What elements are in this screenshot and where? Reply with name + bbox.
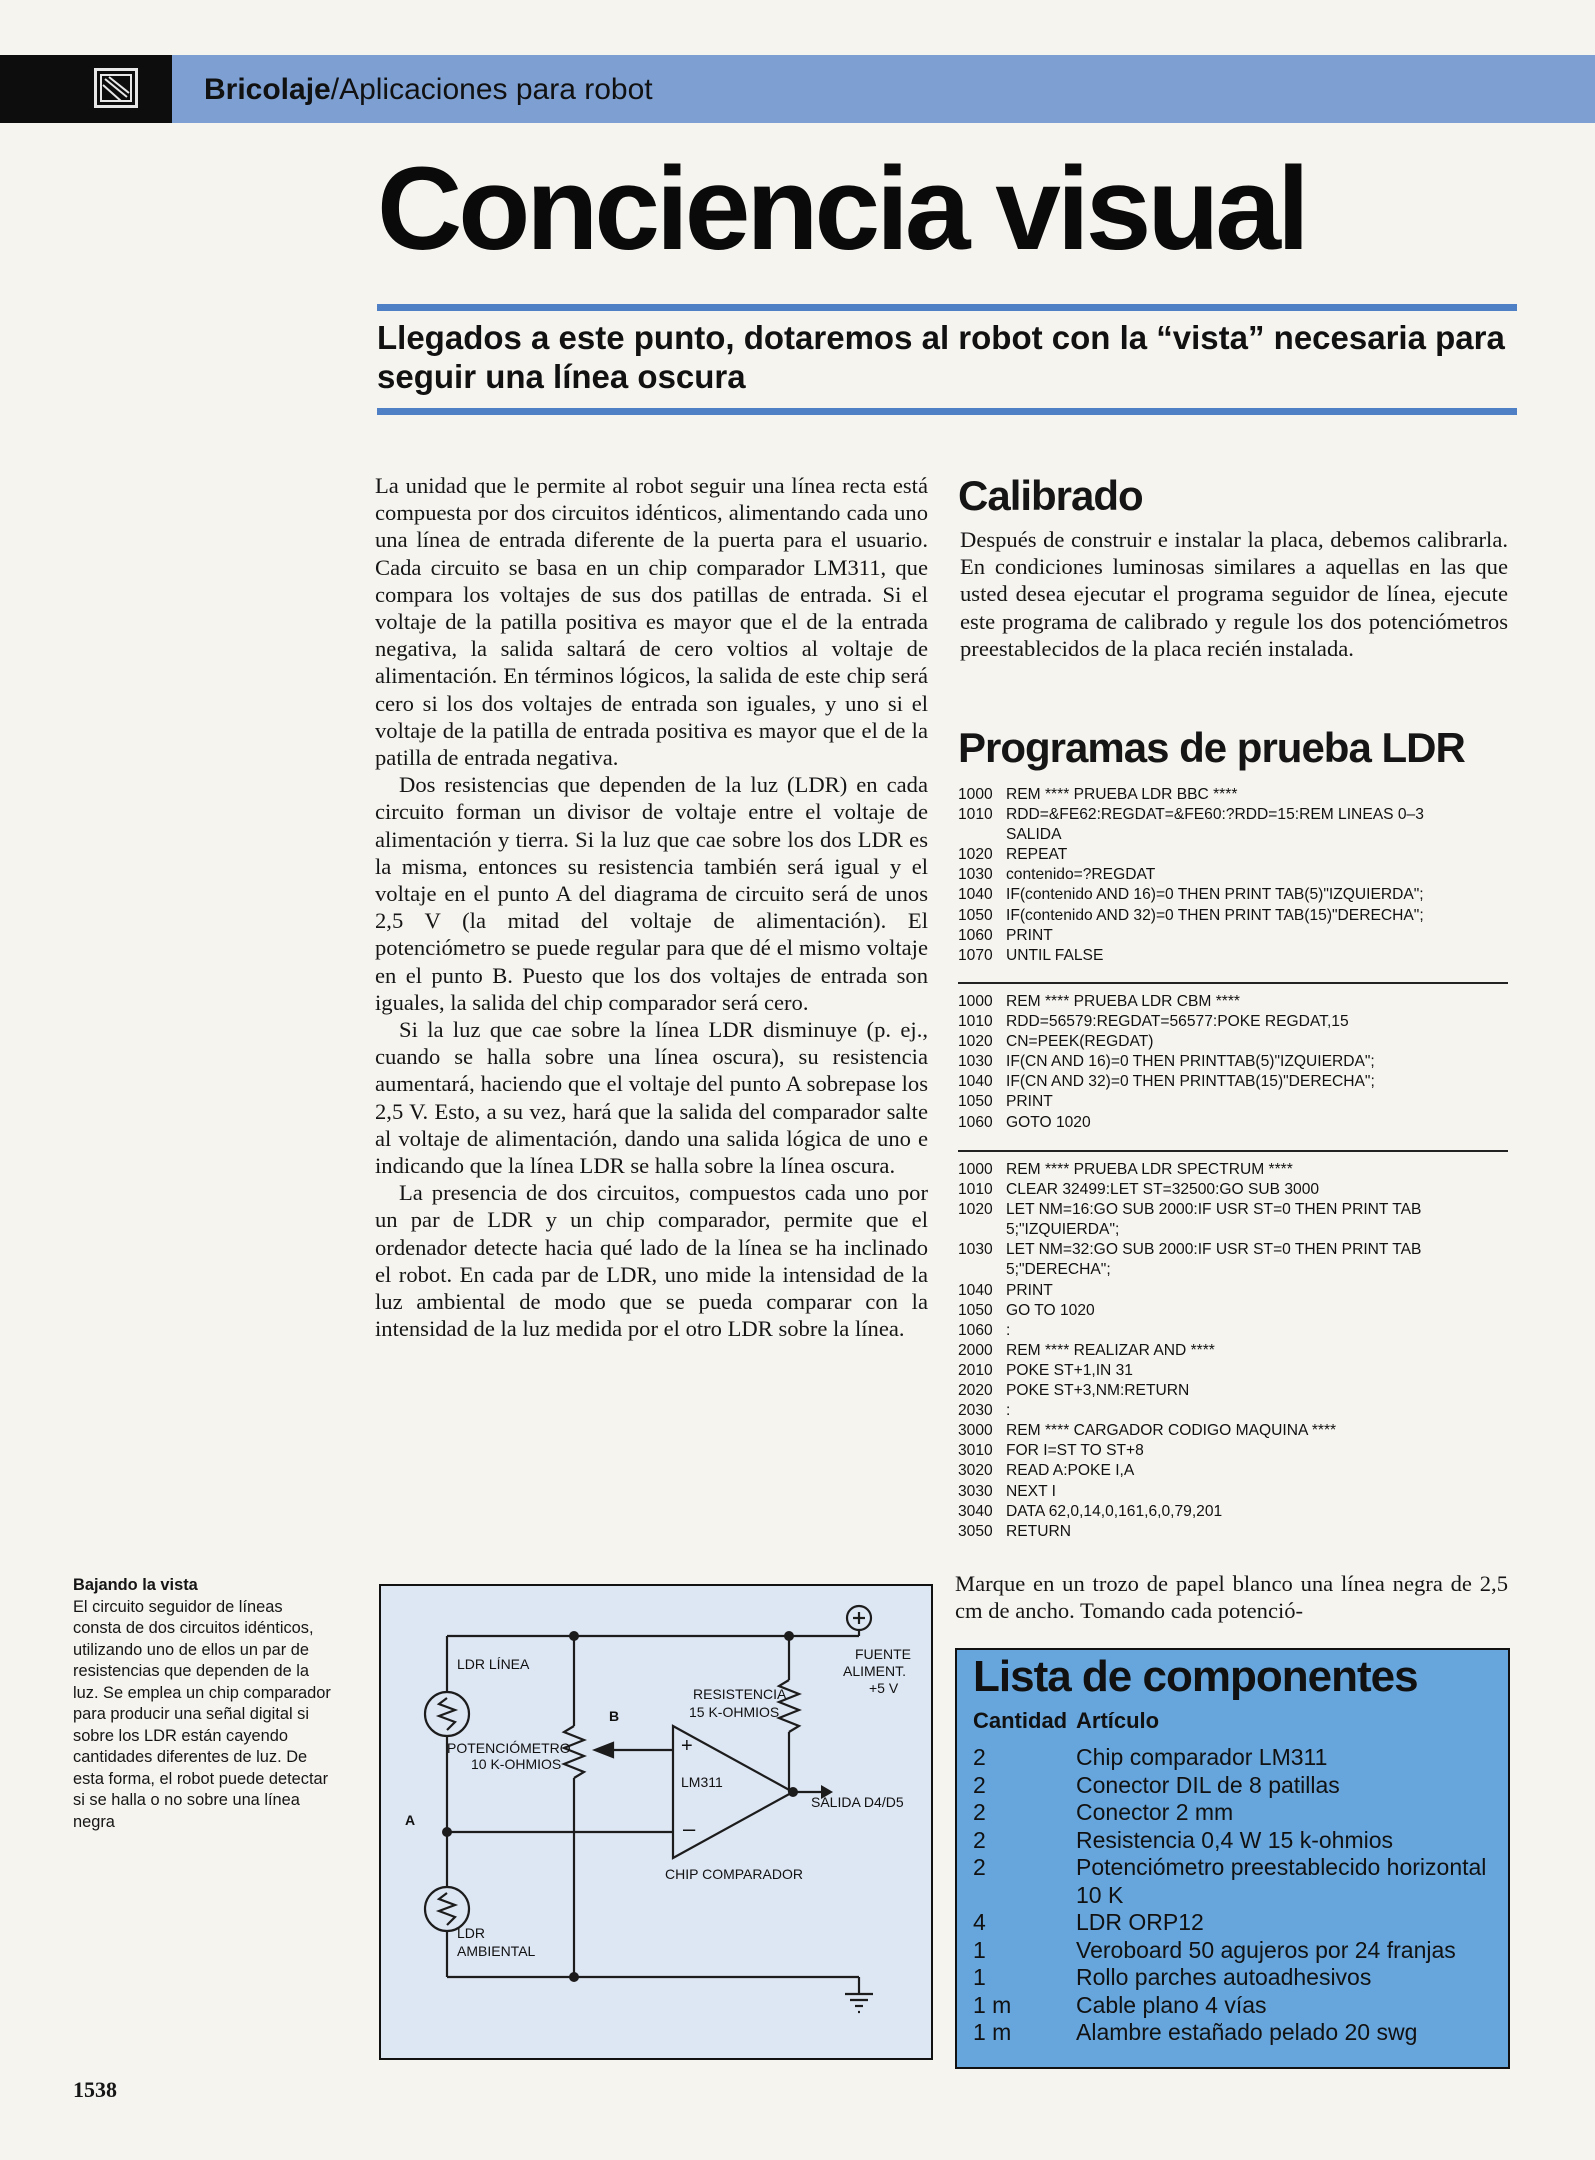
component-row <box>973 2019 1498 2047</box>
code-line-number <box>958 1220 1006 1240</box>
code-listing-bbc <box>958 785 1424 966</box>
components-title: Lista de componentes <box>973 1652 1418 1701</box>
code-line-text: IF(contenido AND 32)=0 THEN PRINT TAB(15)"DERECHA"; <box>1006 906 1424 924</box>
section-label-bold: Bricolaje <box>204 73 331 106</box>
code-line-number: 2010 <box>958 1361 993 1379</box>
code-line <box>958 885 1424 905</box>
component-item: Conector DIL de 8 patillas <box>1076 1771 1340 1798</box>
figure-caption <box>73 1575 333 1833</box>
code-line-text: UNTIL FALSE <box>1006 946 1104 964</box>
code-line-number: 1020 <box>958 846 993 864</box>
code-line-text: FOR I=ST TO ST+8 <box>1006 1442 1144 1460</box>
code-line-number: 1020 <box>958 1033 993 1051</box>
code-line <box>958 1160 1421 1180</box>
code-line <box>958 1441 1421 1461</box>
component-row <box>973 1827 1498 1855</box>
code-line-text: CN=PEEK(REGDAT) <box>1006 1033 1154 1051</box>
code-line-text: RDD=56579:REGDAT=56577:POKE REGDAT,15 <box>1006 1013 1349 1031</box>
code-line-number: 1050 <box>958 906 993 924</box>
code-line <box>958 1502 1421 1522</box>
code-line-number: 1070 <box>958 946 993 964</box>
code-line <box>958 1260 1421 1280</box>
code-line-text: POKE ST+1,IN 31 <box>1006 1361 1133 1379</box>
code-line-number: 1060 <box>958 1321 993 1339</box>
code-line-number <box>958 1260 1006 1280</box>
components-header <box>973 1708 1159 1734</box>
code-line-text: PRINT <box>1006 1093 1053 1111</box>
section-label <box>204 73 653 107</box>
label-ambiental: AMBIENTAL <box>457 1943 536 1959</box>
component-quantity: 1 <box>973 1964 986 1990</box>
component-item: Veroboard 50 agujeros por 24 franjas <box>1076 1936 1456 1963</box>
code-line-text: CLEAR 32499:LET ST=32500:GO SUB 3000 <box>1006 1181 1320 1199</box>
code-line-text: LET NM=32:GO SUB 2000:IF USR ST=0 THEN PRINT TAB <box>1006 1241 1422 1259</box>
component-row <box>973 1854 1498 1909</box>
code-line <box>958 992 1375 1012</box>
junction-dot <box>788 1787 798 1797</box>
junction-dot <box>569 1631 579 1641</box>
component-item: Conector 2 mm <box>1076 1799 1234 1825</box>
code-line-text: GO TO 1020 <box>1006 1301 1095 1319</box>
code-line-text: IF(contenido AND 16)=0 THEN PRINT TAB(5)"IZQUIERDA"; <box>1006 886 1424 904</box>
code-line-text: SALIDA <box>1006 826 1062 844</box>
code-line-text: RETURN <box>1006 1522 1071 1540</box>
code-line <box>958 825 1424 845</box>
code-line-number: 1000 <box>958 1161 993 1178</box>
code-line <box>958 1421 1421 1441</box>
subtitle-rule-bottom <box>377 408 1517 415</box>
code-line <box>958 1092 1375 1112</box>
component-row <box>973 1964 1498 1992</box>
label-resistencia: RESISTENCIA <box>693 1686 787 1702</box>
code-line <box>958 946 1424 966</box>
label-fuente: FUENTE <box>855 1646 911 1662</box>
code-line-text: REM **** PRUEBA LDR SPECTRUM **** <box>1006 1161 1293 1178</box>
body-paragraph: La unidad que le permite al robot seguir una línea recta está compuesta por dos circuitos idénticos, alimentando cada uno una línea de entrada diferente de la puerta para el usuario. Cada circuito se basa en un chip comparador LM311, que compara los voltajes de sus dos patillas de entrada. Si el voltaje de la patilla positiva es mayor que el de la entrada negativa, la salida saltará de cero voltios al voltaje de alimentación. En términos lógicos, la salida de este chip será cero si los dos voltajes de entrada son iguales, y uno si el voltaje de la patilla de entrada positiva es mayor que el de la patilla de entrada negativa. <box>375 473 928 771</box>
code-line-number: 2020 <box>958 1382 993 1400</box>
label-point-a: A <box>405 1812 416 1828</box>
code-line <box>958 1341 1421 1361</box>
code-line-number: 1050 <box>958 1093 993 1111</box>
page-title: Conciencia visual <box>377 143 1306 275</box>
code-line <box>958 1113 1375 1133</box>
label-supply-voltage: +5 V <box>869 1680 899 1696</box>
calibrado-heading: Calibrado <box>958 472 1143 519</box>
label-plus-input: + <box>681 1735 693 1757</box>
code-line-number: 1040 <box>958 886 993 904</box>
code-line <box>958 1401 1421 1421</box>
component-quantity: 1 <box>973 1936 986 1963</box>
programs-heading: Programas de prueba LDR <box>958 724 1465 771</box>
code-line <box>958 1240 1421 1260</box>
code-line-text: 5;"DERECHA"; <box>1006 1261 1111 1279</box>
code-line-number: 2000 <box>958 1341 993 1359</box>
subtitle-rule-top <box>377 304 1517 311</box>
body-column-left <box>375 472 928 1343</box>
code-line <box>958 1012 1375 1032</box>
code-line <box>958 1321 1421 1341</box>
code-line-number: 3040 <box>958 1502 993 1520</box>
code-separator <box>958 1150 1508 1152</box>
junction-dot <box>784 1631 794 1641</box>
code-line-text: : <box>1006 1402 1011 1420</box>
code-line-number: 1030 <box>958 866 993 884</box>
code-line <box>958 1522 1421 1542</box>
component-quantity: 2 <box>973 1771 986 1798</box>
code-line-text: IF(CN AND 16)=0 THEN PRINTTAB(5)"IZQUIERDA"; <box>1006 1053 1375 1071</box>
label-lm311: LM311 <box>681 1774 723 1790</box>
code-listing-spectrum <box>958 1160 1421 1542</box>
code-line-text: REM **** PRUEBA LDR CBM **** <box>1006 993 1240 1010</box>
component-quantity: 2 <box>973 1826 986 1853</box>
component-quantity: 4 <box>973 1909 986 1935</box>
code-line-text: LET NM=16:GO SUB 2000:IF USR ST=0 THEN PRINT TAB <box>1006 1201 1422 1219</box>
label-aliment: ALIMENT. <box>843 1663 907 1679</box>
code-line <box>958 1220 1421 1240</box>
body-paragraph: La presencia de dos circuitos, compuestos cada uno por un par de LDR y un chip comparador, permite que el ordenador detecte hacia qué lado de la línea se ha inclinado el robot. En cada par de LDR, uno mide la intensidad de la luz ambiental de modo que se pueda comparar con la intensidad de la luz medida por el otro LDR sobre la línea. <box>375 1180 928 1342</box>
component-item: Chip comparador LM311 <box>1076 1744 1328 1770</box>
wiper-arrow <box>595 1743 613 1757</box>
page-number: 1538 <box>73 2077 117 2102</box>
code-line-text: REPEAT <box>1006 846 1068 864</box>
section-label-rest: /Aplicaciones para robot <box>330 73 653 106</box>
code-line-number: 1030 <box>958 1053 993 1071</box>
component-item: Resistencia 0,4 W 15 k-ohmios <box>1076 1826 1394 1853</box>
caption-title: Bajando la vista <box>73 1576 198 1594</box>
component-item: Potenciómetro preestablecido horizontal 10 K <box>1076 1854 1487 1908</box>
label-point-b: B <box>609 1708 620 1724</box>
code-line-number: 1040 <box>958 1281 993 1299</box>
code-line <box>958 805 1424 825</box>
code-line-number: 1000 <box>958 786 993 803</box>
code-line <box>958 1281 1421 1301</box>
label-ldr: LDR <box>457 1925 486 1941</box>
component-row <box>973 1992 1498 2020</box>
code-line-number: 1050 <box>958 1301 993 1319</box>
gear-icon <box>94 68 138 108</box>
code-line-number: 1040 <box>958 1073 993 1091</box>
component-quantity: 2 <box>973 1744 986 1770</box>
code-line <box>958 1461 1421 1481</box>
code-line-number: 3010 <box>958 1442 993 1460</box>
component-row <box>973 1744 1498 1772</box>
components-box <box>955 1648 1510 2069</box>
code-line-number: 1060 <box>958 1113 993 1131</box>
component-quantity: 2 <box>973 1799 986 1825</box>
code-line-number: 1020 <box>958 1201 993 1219</box>
code-line <box>958 1180 1421 1200</box>
code-line-text: POKE ST+3,NM:RETURN <box>1006 1382 1190 1400</box>
code-line-text: PRINT <box>1006 1281 1053 1299</box>
label-chip-comparador: CHIP COMPARADOR <box>665 1866 803 1882</box>
code-line-text: REM **** REALIZAR AND **** <box>1006 1341 1215 1359</box>
code-line-number: 1010 <box>958 1013 993 1031</box>
code-line-number: 1000 <box>958 993 993 1010</box>
label-minus-input: – <box>683 1816 696 1841</box>
header-logo-box <box>0 55 172 123</box>
component-quantity: 2 <box>973 1854 986 1880</box>
code-line-text: REM **** PRUEBA LDR BBC **** <box>1006 786 1238 803</box>
code-line-number: 3020 <box>958 1462 993 1480</box>
component-quantity: 1 m <box>973 2019 1012 2045</box>
component-item: Cable plano 4 vías <box>1076 1991 1267 2018</box>
components-header-qty: Cantidad <box>973 1708 1068 1733</box>
component-item: LDR ORP12 <box>1076 1909 1204 1935</box>
code-line-text: NEXT I <box>1006 1482 1056 1500</box>
code-line-text: : <box>1006 1321 1011 1339</box>
code-line-text: REM **** CARGADOR CODIGO MAQUINA **** <box>1006 1422 1337 1440</box>
component-row <box>973 1772 1498 1800</box>
code-line <box>958 926 1424 946</box>
label-potenciometro: POTENCIÓMETRO <box>447 1740 571 1756</box>
code-line-number: 3000 <box>958 1422 993 1440</box>
code-line <box>958 1301 1421 1321</box>
code-line <box>958 1200 1421 1220</box>
code-line <box>958 785 1424 805</box>
code-line-text: 5;"IZQUIERDA"; <box>1006 1221 1120 1239</box>
junction-dot <box>569 1972 579 1982</box>
code-line-number: 1010 <box>958 1181 993 1199</box>
label-salida: SALIDA D4/D5 <box>811 1794 904 1810</box>
continuation-text: Marque en un trozo de papel blanco una línea negra de 2,5 cm de ancho. Tomando cada potenció- <box>955 1571 1508 1624</box>
junction-dot <box>442 1827 452 1837</box>
code-line-text: PRINT <box>1006 926 1053 944</box>
code-line <box>958 1482 1421 1502</box>
component-quantity: 1 m <box>973 1991 1012 2018</box>
code-line-number: 1060 <box>958 926 993 944</box>
code-line <box>958 906 1424 926</box>
body-paragraph: Si la luz que cae sobre la línea LDR disminuye (p. ej., cuando se halla sobre una línea oscura), su resistencia aumentará, haciendo que el voltaje del punto A sobrepase los 2,5 V. Esto, a su vez, hará que la salida del comparador salte al voltaje de alimentación, dando una salida lógica de uno e indicando que la línea LDR se halla sobre la línea oscura. <box>375 1017 928 1179</box>
code-separator <box>958 982 1508 984</box>
calibrado-text: Después de construir e instalar la placa, debemos calibrarla. En condiciones luminosas similares a aquellas en las que usted desea ejecutar el programa seguidor de línea, ejecute este programa de calibrado y regule los dos potenciómetros preestablecidos de la placa recién instalada. <box>960 527 1508 661</box>
code-line-text: RDD=&FE62:REGDAT=&FE60:?RDD=15:REM LINEAS 0–3 <box>1006 806 1424 824</box>
caption-text: El circuito seguidor de líneas consta de dos circuitos idénticos, utilizando uno de ellos un par de resistencias que dependen de la luz. Se emplea un chip comparador para producir una señal digital si sobre los LDR están cayendo cantidades diferentes de luz. De esta forma, el robot puede detectar si se halla o no sobre una línea negra <box>73 1597 331 1831</box>
component-row <box>973 1909 1498 1937</box>
code-line <box>958 845 1424 865</box>
label-ldr-linea: LDR LÍNEA <box>457 1656 530 1672</box>
code-line <box>958 1381 1421 1401</box>
code-line-number: 3050 <box>958 1522 993 1540</box>
body-paragraph: Dos resistencias que dependen de la luz (LDR) en cada circuito forman un divisor de voltaje entre el voltaje de alimentación y tierra. Si la luz que cae sobre los dos LDR es la misma, entonces su resistencia también será igual y el voltaje en el punto A del diagrama de circuito será de unos 2,5 V (la mitad del voltaje de alimentación). El potenciómetro se puede regular para que dé el mismo voltaje en el punto B. Puesto que los dos voltajes de entrada son iguales, la salida del chip comparador será cero. <box>375 772 928 1015</box>
code-line-number: 3030 <box>958 1482 993 1500</box>
code-line-text: DATA 62,0,14,0,161,6,0,79,201 <box>1006 1502 1223 1520</box>
code-line-number <box>958 825 1006 845</box>
circuit-diagram <box>379 1584 933 2060</box>
code-line-text: contenido=?REGDAT <box>1006 866 1156 884</box>
label-resistencia-value: 15 K-OHMIOS <box>689 1704 780 1720</box>
code-line <box>958 1072 1375 1092</box>
code-line-number: 1010 <box>958 806 993 824</box>
label-potenciometro-value: 10 K-OHMIOS <box>471 1756 562 1772</box>
code-line-text: READ A:POKE I,A <box>1006 1462 1135 1480</box>
subtitle: Llegados a este punto, dotaremos al robot con la “vista” necesaria para seguir una línea oscura <box>377 319 1505 395</box>
code-line-number: 1030 <box>958 1241 993 1259</box>
code-line-text: IF(CN AND 32)=0 THEN PRINTTAB(15)"DERECHA"; <box>1006 1073 1375 1091</box>
components-header-item: Artículo <box>1076 1708 1160 1733</box>
component-item: Rollo parches autoadhesivos <box>1076 1964 1372 1990</box>
code-line-text: GOTO 1020 <box>1006 1113 1091 1131</box>
component-row <box>973 1799 1498 1827</box>
code-line <box>958 1032 1375 1052</box>
code-line <box>958 1361 1421 1381</box>
component-item: Alambre estañado pelado 20 swg <box>1076 2019 1418 2045</box>
code-line <box>958 865 1424 885</box>
component-row <box>973 1937 1498 1965</box>
code-line <box>958 1052 1375 1072</box>
components-list <box>973 1744 1498 2047</box>
code-listing-cbm <box>958 992 1375 1133</box>
code-line-number: 2030 <box>958 1402 993 1420</box>
